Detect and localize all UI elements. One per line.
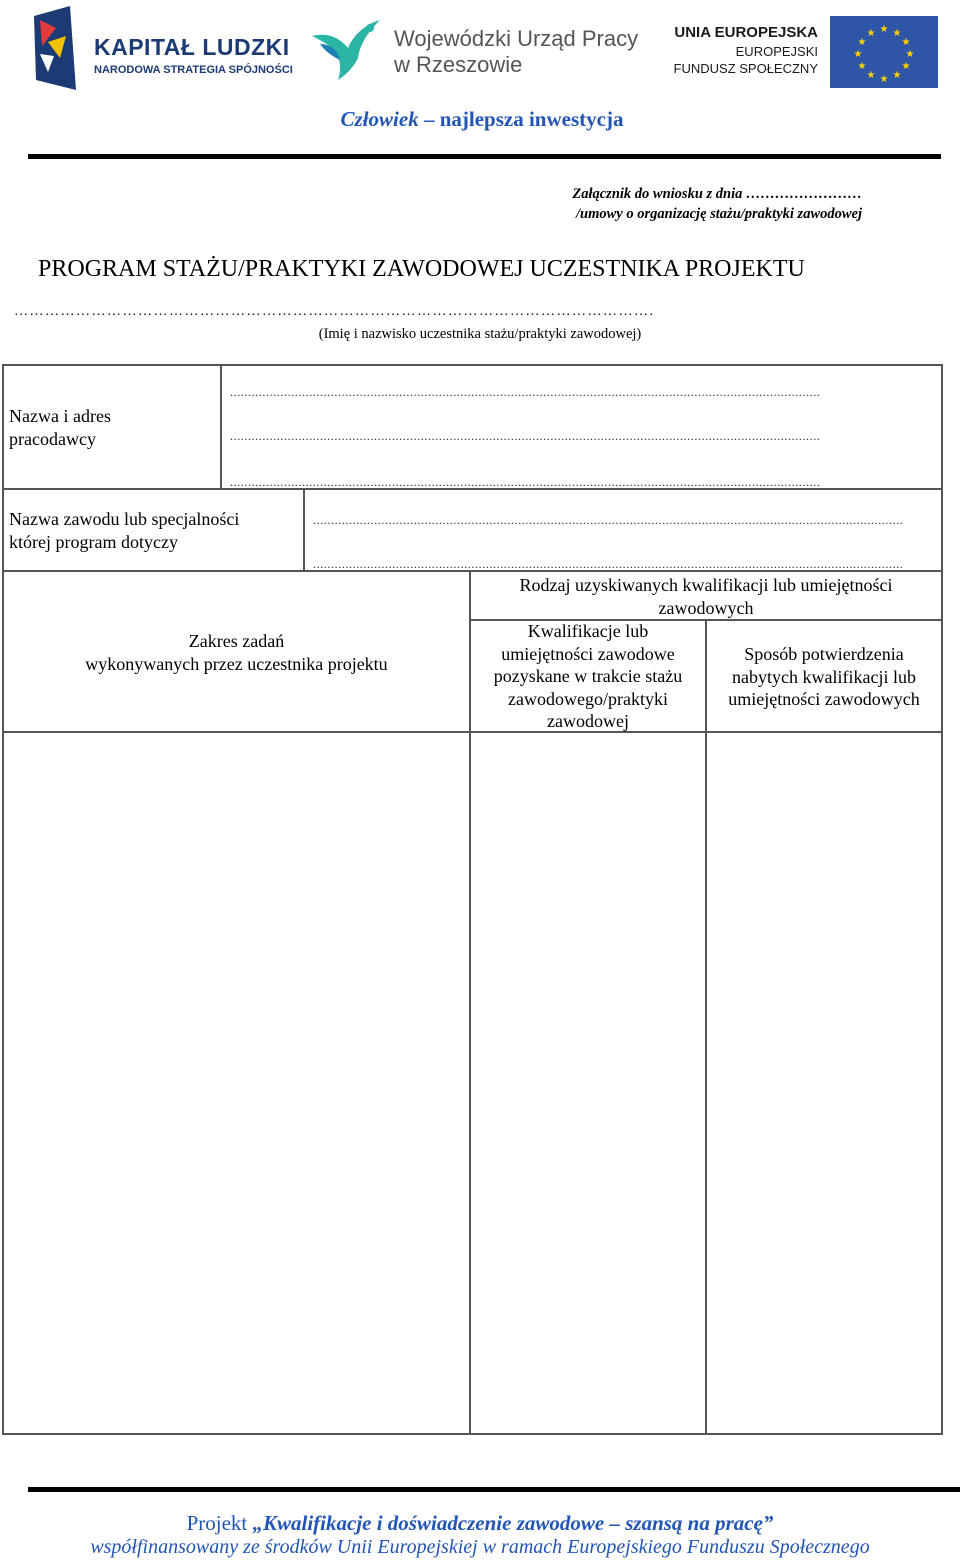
attachment-line2: /umowy o organizację stażu/praktyki zawodowej xyxy=(576,206,862,222)
table-border xyxy=(220,364,222,489)
confirmation-method-line2: nabytych kwalifikacji lub xyxy=(732,666,916,687)
header-rule xyxy=(28,154,941,159)
acquired-skills-header xyxy=(471,620,705,733)
profession-label-line1: Nazwa zawodu lub specjalności xyxy=(9,509,240,529)
tasks-header-line2: wykonywanych przez uczestnika projektu xyxy=(85,654,388,674)
svg-text:★: ★ xyxy=(901,37,911,48)
tasks-header-line1: Zakres zadań xyxy=(188,631,285,651)
acquired-skills-line5: zawodowej xyxy=(547,711,629,732)
kapital-ludzki-logo xyxy=(30,6,293,90)
qualifications-header xyxy=(471,574,941,620)
svg-text:★: ★ xyxy=(901,61,911,72)
acquired-skills-line3: pozyskane w trakcie stażu xyxy=(493,666,683,687)
svg-text:★: ★ xyxy=(905,49,915,60)
project-title: „Kwalifikacje i doświadczenie zawodowe – szansą na pracę” xyxy=(252,1511,774,1535)
confirmation-method-line1: Sposób potwierdzenia xyxy=(744,644,904,664)
employer-field-line3[interactable]: .................................................................................................................................................................... xyxy=(230,476,821,488)
employer-field-line2[interactable]: .................................................................................................................................................................... xyxy=(230,430,821,442)
kapital-ludzki-subtitle: NARODOWA STRATEGIA SPÓJNOŚCI xyxy=(94,64,293,76)
eu-fund-logo xyxy=(668,14,938,88)
footer-rule xyxy=(28,1487,960,1492)
confirmation-method-line3: umiejętności zawodowych xyxy=(728,689,920,710)
acquired-skills-column-body[interactable] xyxy=(471,733,705,1433)
eu-flag-icon xyxy=(830,16,938,88)
cofinancing-note: współfinansowany ze środków Unii Europejskiej w ramach Europejskiego Funduszu Społecznego xyxy=(90,1536,870,1558)
kapital-ludzki-emblem-icon xyxy=(30,6,76,90)
attachment-note xyxy=(572,184,862,224)
kapital-ludzki-title: KAPITAŁ LUDZKI xyxy=(94,34,290,60)
svg-text:★: ★ xyxy=(857,61,867,72)
profession-field-line2[interactable]: .................................................................................................................................................................... xyxy=(313,558,904,570)
acquired-skills-line4: zawodowego/praktyki xyxy=(508,688,668,709)
table-border xyxy=(941,364,943,1435)
employer-field-line1[interactable]: .................................................................................................................................................................... xyxy=(230,386,821,398)
svg-text:★: ★ xyxy=(892,70,902,81)
table-border xyxy=(2,364,943,366)
table-border xyxy=(2,488,943,490)
project-line xyxy=(0,1511,960,1536)
wup-rzeszow-logo xyxy=(310,12,640,84)
employer-label xyxy=(9,405,111,451)
attachment-line1: Załącznik do wniosku z dnia …………………… xyxy=(572,186,862,202)
svg-text:★: ★ xyxy=(879,24,889,35)
tasks-column-body[interactable] xyxy=(4,733,469,1433)
project-prefix: Projekt xyxy=(186,1511,253,1535)
table-border xyxy=(303,488,305,571)
profession-label xyxy=(9,508,239,554)
wup-name-line2: w Rzeszowie xyxy=(394,52,523,77)
svg-text:★: ★ xyxy=(853,49,863,60)
confirmation-method-column-body[interactable] xyxy=(707,733,941,1433)
employer-label-line1: Nazwa i adres xyxy=(9,406,111,426)
svg-text:★: ★ xyxy=(892,28,902,39)
profession-label-line2: której program dotyczy xyxy=(9,532,178,552)
svg-text:★: ★ xyxy=(879,74,889,85)
table-border xyxy=(2,570,943,572)
employer-label-line2: pracodawcy xyxy=(9,429,96,449)
document-title: PROGRAM STAŻU/PRAKTYKI ZAWODOWEJ UCZESTNIKA PROJEKTU xyxy=(38,256,805,282)
participant-name-caption: (Imię i nazwisko uczestnika stażu/praktyki zawodowej) xyxy=(318,326,642,342)
profession-field-line1[interactable]: .................................................................................................................................................................... xyxy=(313,514,904,526)
svg-text:★: ★ xyxy=(866,70,876,81)
qualifications-header-line2: zawodowych xyxy=(658,598,754,618)
eu-name-line2: EUROPEJSKI xyxy=(735,44,818,59)
tasks-header xyxy=(4,630,469,676)
svg-text:★: ★ xyxy=(866,28,876,39)
eu-name-line1: UNIA EUROPEJSKA xyxy=(674,24,818,41)
svg-text:★: ★ xyxy=(857,37,867,48)
table-border xyxy=(2,1433,943,1435)
eu-name-line3: FUNDUSZ SPOŁECZNY xyxy=(673,61,818,76)
wup-name-line1: Wojewódzki Urząd Pracy xyxy=(394,26,639,51)
bird-icon xyxy=(310,14,384,80)
participant-name-field[interactable]: ……………………………………………………………………………………………………………. xyxy=(14,304,655,319)
qualifications-header-line1: Rodzaj uzyskiwanych kwalifikacji lub umiejętności xyxy=(519,575,893,595)
acquired-skills-line1: Kwalifikacje lub xyxy=(527,621,649,641)
slogan-word: Człowiek xyxy=(340,107,419,131)
confirmation-method-header xyxy=(707,643,941,711)
acquired-skills-line2: umiejętności zawodowe xyxy=(501,643,675,664)
slogan-rest: – najlepsza inwestycja xyxy=(423,107,624,131)
slogan xyxy=(0,107,960,132)
